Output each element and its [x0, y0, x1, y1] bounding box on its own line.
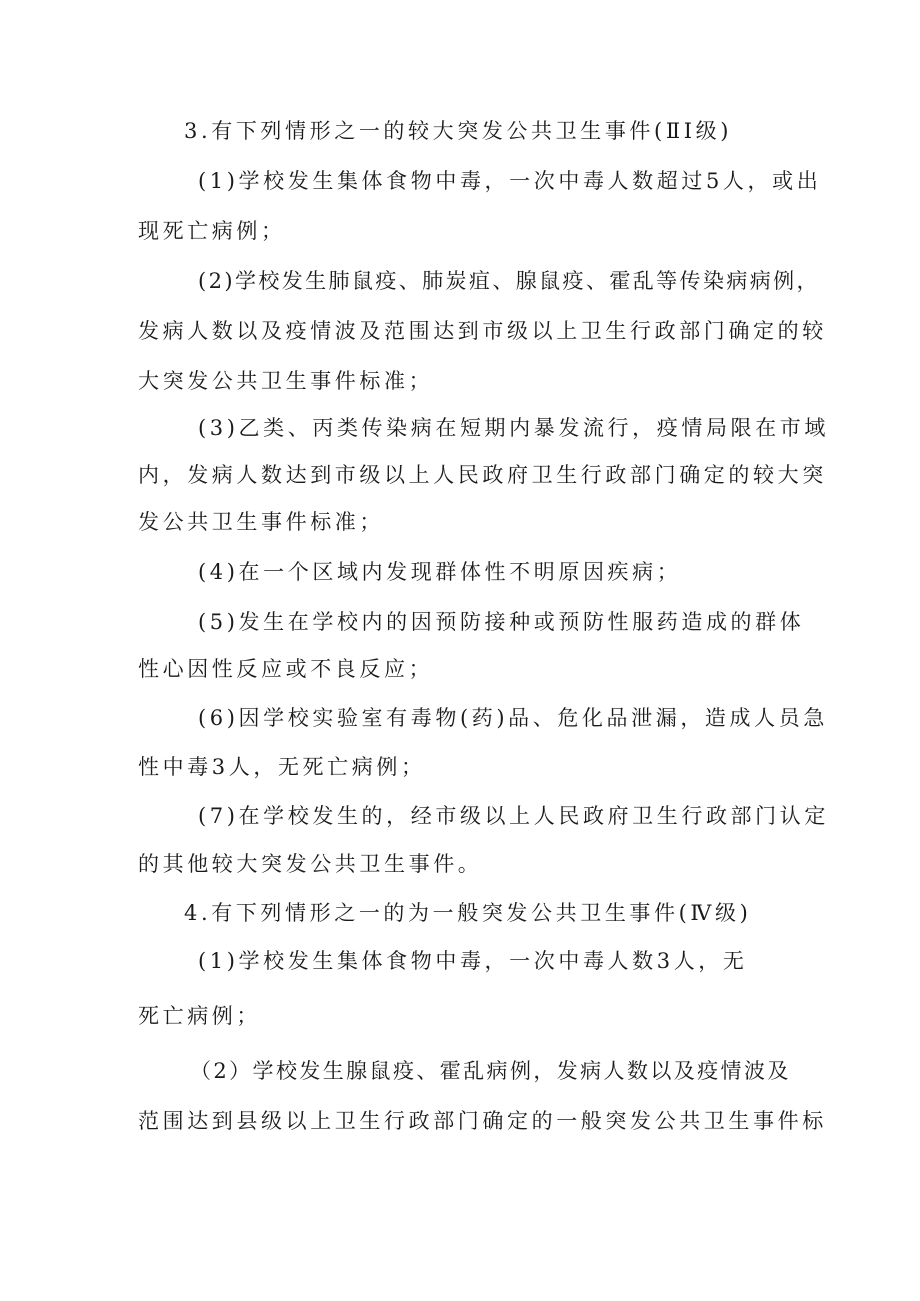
paragraph-line: (1)学校发生集体食物中毒，一次中毒人数超过5人，或出 — [198, 169, 822, 193]
heading-level-iii: 3.有下列情形之一的较大突发公共卫生事件(ⅡI级) — [184, 119, 732, 143]
paragraph-line: （2）学校发生腺鼠疫、霍乱病例，发病人数以及疫情波及 — [190, 1059, 791, 1083]
paragraph-line: (3)乙类、丙类传染病在短期内暴发流行，疫情局限在市域 — [198, 416, 829, 440]
paragraph-line: 性心因性反应或不良反应； — [138, 657, 434, 681]
paragraph-line: (7)在学校发生的，经市级以上人民政府卫生行政部门认定 — [198, 804, 829, 828]
paragraph-line: (2)学校发生肺鼠疫、肺炭疽、腺鼠疫、霍乱等传染病病例， — [198, 269, 820, 293]
paragraph-line: (1)学校发生集体食物中毒，一次中毒人数3人，无 — [198, 949, 748, 973]
heading-level-iv: 4.有下列情形之一的为一般突发公共卫生事件(Ⅳ级) — [184, 901, 752, 925]
paragraph-line: 发病人数以及疫情波及范围达到市级以上卫生行政部门确定的较 — [138, 319, 827, 343]
paragraph-line: 内，发病人数达到市级以上人民政府卫生行政部门确定的较大突 — [138, 463, 827, 487]
paragraph-line: 发公共卫生事件标准； — [138, 510, 384, 534]
paragraph-line: 范围达到县级以上卫生行政部门确定的一般突发公共卫生事件标 — [138, 1109, 827, 1133]
paragraph-line: 死亡病例； — [138, 1004, 261, 1028]
paragraph-line: (6)因学校实验室有毒物(药)品、危化品泄漏，造成人员急 — [198, 706, 828, 730]
paragraph-line: (4)在一个区域内发现群体性不明原因疾病； — [198, 560, 682, 584]
paragraph-line: (5)发生在学校内的因预防接种或预防性服药造成的群体 — [198, 610, 805, 634]
paragraph-line: 性中毒3人，无死亡病例； — [138, 755, 426, 779]
paragraph-line: 现死亡病例； — [138, 219, 286, 243]
paragraph-line: 的其他较大突发公共卫生事件。 — [138, 852, 483, 876]
paragraph-line: 大突发公共卫生事件标准； — [138, 369, 434, 393]
